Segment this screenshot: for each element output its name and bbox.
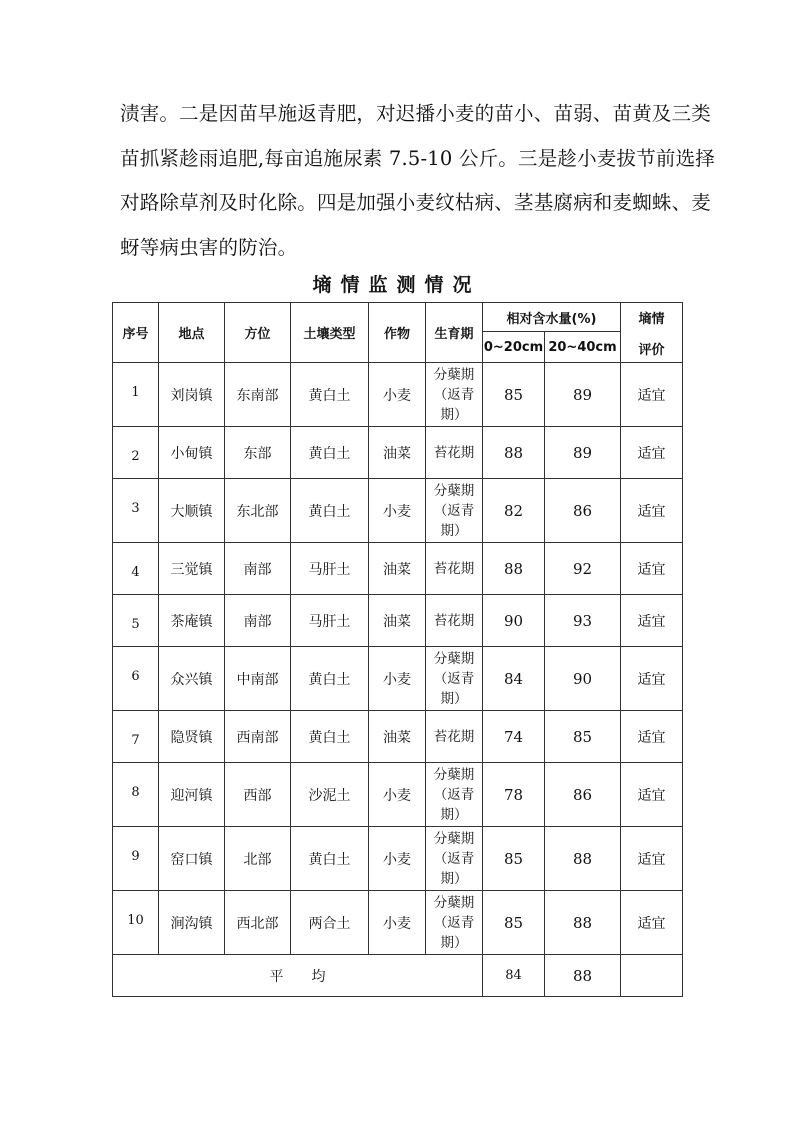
cell-moisture-20-40: 92 [545,543,621,595]
cell-evaluation: 适宜 [621,763,683,827]
average-moisture-20-40: 88 [545,955,621,997]
cell-location: 众兴镇 [159,647,225,711]
header-depth-20-40: 20~40cm [545,332,621,363]
cell-evaluation: 适宜 [621,891,683,955]
header-location: 地点 [159,303,225,363]
cell-growth-stage: 苔花期 [426,711,483,763]
table-row [113,891,683,955]
body-paragraph [120,92,716,270]
cell-crop: 小麦 [369,763,426,827]
table-title: 墒情监测情况 [312,274,481,296]
cell-index: 9 [113,827,159,891]
cell-evaluation: 适宜 [621,363,683,427]
cell-moisture-20-40: 86 [545,763,621,827]
table-row [113,647,683,711]
paragraph-line: 渍害。二是因苗早施返青肥，对迟播小麦的苗小、苗弱、苗黄及三类 [120,102,712,125]
cell-evaluation: 适宜 [621,595,683,647]
cell-moisture-0-20: 85 [483,891,545,955]
paragraph-line: 对路除草剂及时化除。四是加强小麦纹枯病、茎基腐病和麦蜘蛛、麦 [120,191,712,214]
average-evaluation [621,955,683,997]
cell-soil-type: 马肝土 [291,543,369,595]
cell-location: 大顺镇 [159,479,225,543]
cell-moisture-20-40: 93 [545,595,621,647]
cell-location: 三觉镇 [159,543,225,595]
cell-direction: 西部 [225,763,291,827]
cell-crop: 小麦 [369,827,426,891]
cell-location: 茶庵镇 [159,595,225,647]
cell-location: 涧沟镇 [159,891,225,955]
header-direction: 方位 [225,303,291,363]
cell-index: 1 [113,363,159,427]
cell-moisture-20-40: 89 [545,363,621,427]
cell-evaluation: 适宜 [621,427,683,479]
cell-evaluation: 适宜 [621,647,683,711]
cell-moisture-0-20: 74 [483,711,545,763]
cell-index: 3 [113,479,159,543]
cell-soil-type: 两合土 [291,891,369,955]
cell-crop: 小麦 [369,363,426,427]
cell-moisture-0-20: 78 [483,763,545,827]
cell-index: 10 [113,891,159,955]
cell-growth-stage: 分蘖期（返青期） [426,763,483,827]
cell-direction: 南部 [225,543,291,595]
header-evaluation [621,303,683,363]
cell-growth-stage: 苔花期 [426,427,483,479]
cell-moisture-0-20: 85 [483,363,545,427]
cell-direction: 东南部 [225,363,291,427]
cell-moisture-20-40: 88 [545,827,621,891]
cell-moisture-0-20: 85 [483,827,545,891]
cell-growth-stage: 苔花期 [426,595,483,647]
cell-crop: 小麦 [369,647,426,711]
paragraph-line: 蚜等病虫害的防治。 [120,235,298,259]
cell-index: 5 [113,595,159,647]
cell-soil-type: 黄白土 [291,427,369,479]
average-row [113,955,683,997]
cell-growth-stage: 分蘖期（返青期） [426,891,483,955]
cell-location: 小甸镇 [159,427,225,479]
cell-location: 迎河镇 [159,763,225,827]
cell-evaluation: 适宜 [621,711,683,763]
cell-growth-stage: 分蘖期（返青期） [426,827,483,891]
cell-direction: 东部 [225,427,291,479]
cell-evaluation: 适宜 [621,827,683,891]
header-depth-0-20: 0~20cm [483,332,545,363]
table-row [113,595,683,647]
table-row [113,711,683,763]
cell-moisture-0-20: 82 [483,479,545,543]
table-row [113,427,683,479]
cell-moisture-20-40: 88 [545,891,621,955]
table-row [113,827,683,891]
cell-moisture-0-20: 88 [483,427,545,479]
cell-growth-stage: 分蘖期（返青期） [426,479,483,543]
table-row [113,543,683,595]
cell-location: 隐贤镇 [159,711,225,763]
cell-moisture-20-40: 85 [545,711,621,763]
header-crop: 作物 [369,303,426,363]
cell-soil-type: 黄白土 [291,827,369,891]
cell-evaluation: 适宜 [621,479,683,543]
cell-growth-stage: 分蘖期（返青期） [426,363,483,427]
cell-crop: 小麦 [369,479,426,543]
cell-soil-type: 马肝土 [291,595,369,647]
cell-direction: 西北部 [225,891,291,955]
header-moisture: 相对含水量(%) [483,303,621,332]
average-label: 平 均 [113,955,483,997]
cell-moisture-20-40: 86 [545,479,621,543]
cell-direction: 西南部 [225,711,291,763]
header-evaluation-line: 墒情 [638,311,665,327]
cell-index: 8 [113,763,159,827]
cell-location: 刘岗镇 [159,363,225,427]
cell-crop: 油菜 [369,595,426,647]
cell-moisture-20-40: 90 [545,647,621,711]
cell-index: 4 [113,543,159,595]
cell-index: 6 [113,647,159,711]
cell-evaluation: 适宜 [621,543,683,595]
cell-direction: 中南部 [225,647,291,711]
cell-crop: 油菜 [369,711,426,763]
header-growth-stage: 生育期 [426,303,483,363]
cell-crop: 小麦 [369,891,426,955]
cell-moisture-20-40: 89 [545,427,621,479]
cell-growth-stage: 苔花期 [426,543,483,595]
cell-soil-type: 黄白土 [291,363,369,427]
table-row [113,763,683,827]
cell-index: 7 [113,711,159,763]
soil-moisture-table [112,302,683,997]
table-row [113,479,683,543]
cell-index: 2 [113,427,159,479]
paragraph-line: 苗抓紧趁雨追肥,每亩追施尿素 7.5-10 公斤。三是趁小麦拔节前选择 [120,146,716,170]
cell-growth-stage: 分蘖期（返青期） [426,647,483,711]
cell-crop: 油菜 [369,543,426,595]
table-row [113,363,683,427]
cell-direction: 北部 [225,827,291,891]
cell-soil-type: 黄白土 [291,479,369,543]
header-soil-type: 土壤类型 [291,303,369,363]
cell-crop: 油菜 [369,427,426,479]
average-moisture-0-20: 84 [483,955,545,997]
cell-direction: 南部 [225,595,291,647]
cell-soil-type: 黄白土 [291,711,369,763]
header-evaluation-line: 评价 [638,342,665,358]
cell-location: 窑口镇 [159,827,225,891]
header-index: 序号 [113,303,159,363]
cell-soil-type: 沙泥土 [291,763,369,827]
cell-direction: 东北部 [225,479,291,543]
cell-soil-type: 黄白土 [291,647,369,711]
cell-moisture-0-20: 84 [483,647,545,711]
cell-moisture-0-20: 90 [483,595,545,647]
cell-moisture-0-20: 88 [483,543,545,595]
